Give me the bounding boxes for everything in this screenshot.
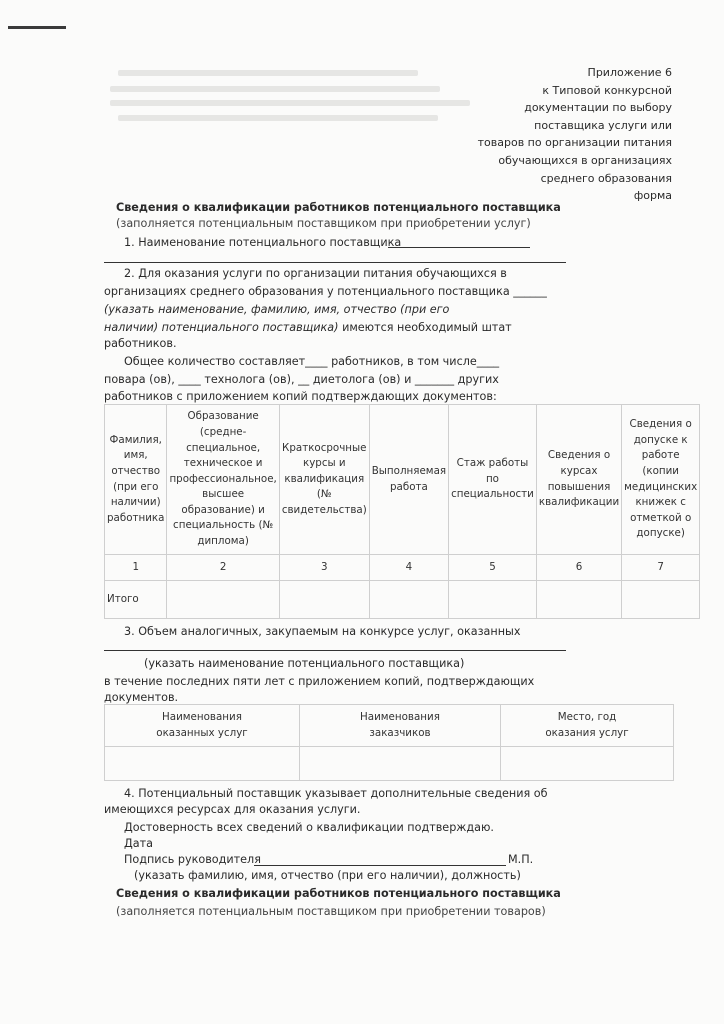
item-1: 1. Наименование потенциального поставщика bbox=[124, 236, 402, 249]
staff-table-header-row bbox=[105, 405, 700, 555]
table-cell bbox=[105, 747, 300, 781]
table-cell bbox=[622, 581, 700, 619]
column-number: 4 bbox=[369, 555, 448, 581]
confirmation: Достоверность всех сведений о квалификации подтверждаю. bbox=[124, 821, 494, 834]
table-cell bbox=[536, 581, 621, 619]
supplier-name-field-line2 bbox=[104, 262, 566, 263]
appendix-line: поставщика услуги или bbox=[534, 118, 672, 132]
date-label: Дата bbox=[124, 837, 153, 850]
item-3-line: в течение последних пяти лет с приложением копий, подтверждающих bbox=[104, 675, 535, 688]
appendix-block bbox=[412, 64, 672, 205]
staff-total-line: работников с приложением копий подтверждающих документов: bbox=[104, 390, 497, 403]
scan-mark bbox=[8, 26, 66, 29]
item-3: 3. Объем аналогичных, закупаемым на конкурсе услуг, оказанных bbox=[124, 625, 521, 638]
header-medical: Сведения о допуске к работе (копии медицинских книжек с отметкой о допуске) bbox=[622, 405, 700, 555]
column-number: 2 bbox=[167, 555, 279, 581]
header-work: Выполняемая работа bbox=[369, 405, 448, 555]
header-customers: Наименования заказчиков bbox=[300, 705, 501, 747]
supplier-name-field bbox=[388, 247, 530, 248]
goods-title: Сведения о квалификации работников потенциального поставщика bbox=[116, 887, 561, 900]
appendix-line: обучающихся в организациях bbox=[498, 153, 672, 167]
item-4-line: 4. Потенциальный поставщик указывает дополнительные сведения об bbox=[124, 787, 548, 800]
item-2-line: организациях среднего образования у потенциального поставщика ______ bbox=[104, 285, 547, 298]
header-training: Сведения о курсах повышения квалификации bbox=[536, 405, 621, 555]
header-courses: Краткосрочные курсы и квалификация (№ свидетельства) bbox=[279, 405, 369, 555]
staff-table-total-row bbox=[105, 581, 700, 619]
staff-total-line: повара (ов), ____ технолога (ов), __ диетолога (ов) и _______ других bbox=[104, 373, 499, 386]
appendix-line: товаров по организации питания bbox=[477, 136, 672, 150]
staff-table bbox=[104, 404, 700, 619]
table-cell bbox=[300, 747, 501, 781]
staff-total-line: Общее количество составляет____ работников, в том числе____ bbox=[124, 355, 500, 368]
appendix-line: документации по выбору bbox=[524, 101, 672, 115]
services-table-row bbox=[105, 747, 674, 781]
appendix-line: Приложение 6 bbox=[587, 66, 672, 79]
item-2-italic-note: (указать наименование, фамилию, имя, отчество (при его bbox=[104, 303, 450, 316]
form-label: форма bbox=[633, 189, 672, 203]
services-table-header-row bbox=[105, 705, 674, 747]
goods-subtitle: (заполняется потенциальным поставщиком при приобретении товаров) bbox=[116, 905, 546, 918]
item-3-note: (указать наименование потенциального поставщика) bbox=[144, 657, 465, 670]
column-number: 6 bbox=[536, 555, 621, 581]
table-cell bbox=[279, 581, 369, 619]
stamp-label: М.П. bbox=[508, 853, 534, 866]
table-cell bbox=[369, 581, 448, 619]
appendix-line: к Типовой конкурсной bbox=[542, 83, 672, 97]
services-subtitle: (заполняется потенциальным поставщиком при приобретении услуг) bbox=[116, 217, 531, 230]
table-cell bbox=[501, 747, 674, 781]
supplier-name-field bbox=[104, 650, 566, 651]
services-table bbox=[104, 704, 674, 781]
column-number: 7 bbox=[622, 555, 700, 581]
bleed-through-line bbox=[118, 70, 418, 76]
header-experience: Стаж работы по специальности bbox=[449, 405, 537, 555]
bleed-through-line bbox=[118, 115, 438, 121]
bleed-through-line bbox=[110, 86, 440, 92]
item-2-mixed-line bbox=[104, 320, 512, 336]
header-place-year: Место, год оказания услуг bbox=[501, 705, 674, 747]
signature-note: (указать фамилию, имя, отчество (при его наличии), должность) bbox=[134, 869, 521, 882]
header-education: Образование (средне- специальное, техническое и профессиональное, высшее образование) и специальность (№ диплома) bbox=[167, 405, 279, 555]
table-cell bbox=[167, 581, 279, 619]
item-2-line: 2. Для оказания услуги по организации питания обучающихся в bbox=[124, 267, 507, 280]
item-2-italic-note: наличии) потенциального поставщика) bbox=[104, 321, 339, 334]
signature-label: Подпись руководителя bbox=[124, 853, 261, 866]
table-cell bbox=[449, 581, 537, 619]
item-2-end: работников. bbox=[104, 337, 177, 350]
appendix-line: среднего образования bbox=[540, 171, 672, 185]
item-3-line: документов. bbox=[104, 691, 179, 704]
column-number: 1 bbox=[105, 555, 167, 581]
header-services: Наименования оказанных услуг bbox=[105, 705, 300, 747]
column-number: 3 bbox=[279, 555, 369, 581]
signature-field bbox=[254, 865, 506, 866]
staff-table-number-row bbox=[105, 555, 700, 581]
column-number: 5 bbox=[449, 555, 537, 581]
item-4-line: имеющихся ресурсах для оказания услуги. bbox=[104, 803, 361, 816]
header-name: Фамилия, имя, отчество (при его наличии) работника bbox=[105, 405, 167, 555]
services-title: Сведения о квалификации работников потенциального поставщика bbox=[116, 201, 561, 214]
total-label: Итого bbox=[105, 581, 167, 619]
item-2-text: имеются необходимый штат bbox=[338, 321, 512, 334]
